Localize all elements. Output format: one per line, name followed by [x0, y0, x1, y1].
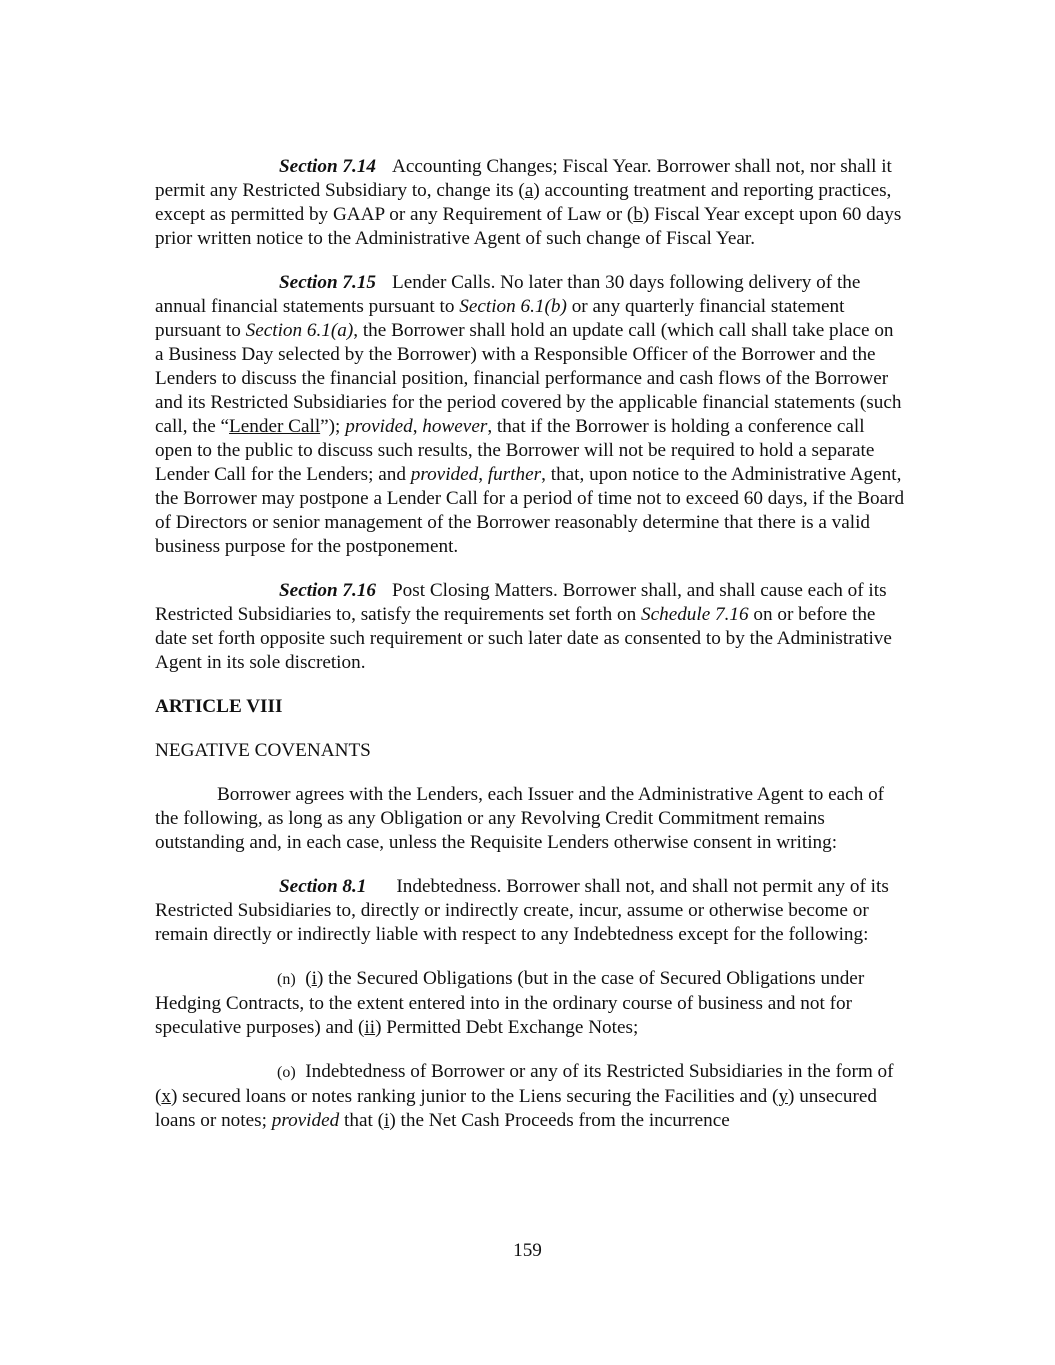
section-7-16: Section 7.16 Post Closing Matters. Borrower shall, and shall cause each of its Restricted Subsidiaries to, satisfy the requirements set forth on Schedule 7.16 on or before the date set forth opposite such requirement or such later date as consented to by the Administrative Agent in its sole discretion.: [155, 580, 892, 673]
article-heading: ARTICLE VIII: [155, 696, 283, 717]
defined-term: Lender Call: [229, 416, 321, 437]
article-intro: Borrower agrees with the Lenders, each Issuer and the Administrative Agent to each of the following, as long as any Obligation or any Revolving Credit Commitment remains outstanding and, in each case, unless the Requisite Lenders otherwise consent in writing:: [155, 784, 885, 853]
clause-marker: (o): [277, 1064, 296, 1081]
section-8-1: Section 8.1 Indebtedness. Borrower shall not, and shall not permit any of its Restricted Subsidiaries to, directly or indirectly create, incur, assume or otherwise become or remain directly or indirectly liable with respect to any Indebtedness except for the following:: [155, 876, 889, 945]
section-7-15: Section 7.15 Lender Calls. No later than 30 days following delivery of the annual financial statements pursuant to Section 6.1(b) or any quarterly financial statement pursuant to Section 6.1(a), the Borrower shall hold an update call (which call shall take place on a Business Day selected by the Borrower) with a Responsible Officer of the Borrower and the Lenders to discuss the financial position, financial performance and cash flows of the Borrower and its Restricted Subsidiaries for the period covered by the applicable financial statements (such call, the “Lender Call”); provided, however, that if the Borrower is holding a conference call open to the public to discuss such results, the Borrower will not be required to hold a separate Lender Call for the Lenders; and provided, further, that, upon notice to the Administrative Agent, the Borrower may postpone a Lender Call for a period of time not to exceed 60 days, if the Board of Directors or senior management of the Borrower reasonably determine that there is a valid business purpose for the postponement.: [155, 272, 905, 557]
clause-marker: (n): [277, 971, 296, 988]
section-7-14: Section 7.14 Accounting Changes; Fiscal Year. Borrower shall not, nor shall it permit any Restricted Subsidiary to, change its (a) accounting treatment and reporting practices, except as permitted by GAAP or any Requirement of Law or (b) Fiscal Year except upon 60 days prior written notice to the Administrative Agent of such change of Fiscal Year.: [155, 156, 902, 249]
section-label: Section 8.1: [279, 876, 367, 897]
article-subheading: NEGATIVE COVENANTS: [155, 740, 371, 761]
section-label: Section 7.15: [279, 272, 377, 293]
section-label: Section 7.16: [279, 580, 377, 601]
section-label: Section 7.14: [279, 156, 377, 177]
clause-n: (n) (i) the Secured Obligations (but in the case of Secured Obligations under Hedging Contracts, to the extent entered into in the ordinary course of business and not for speculative purposes) and (ii) Permitted Debt Exchange Notes;: [155, 968, 865, 1038]
document-body: [155, 155, 905, 1153]
clause-o: (o) Indebtedness of Borrower or any of its Restricted Subsidiaries in the form of (x) secured loans or notes ranking junior to the Liens securing the Facilities and (y) unsecured loans or notes; provided that (i) the Net Cash Proceeds from the incurrence: [155, 1061, 894, 1131]
page-number: 159: [513, 1240, 542, 1261]
